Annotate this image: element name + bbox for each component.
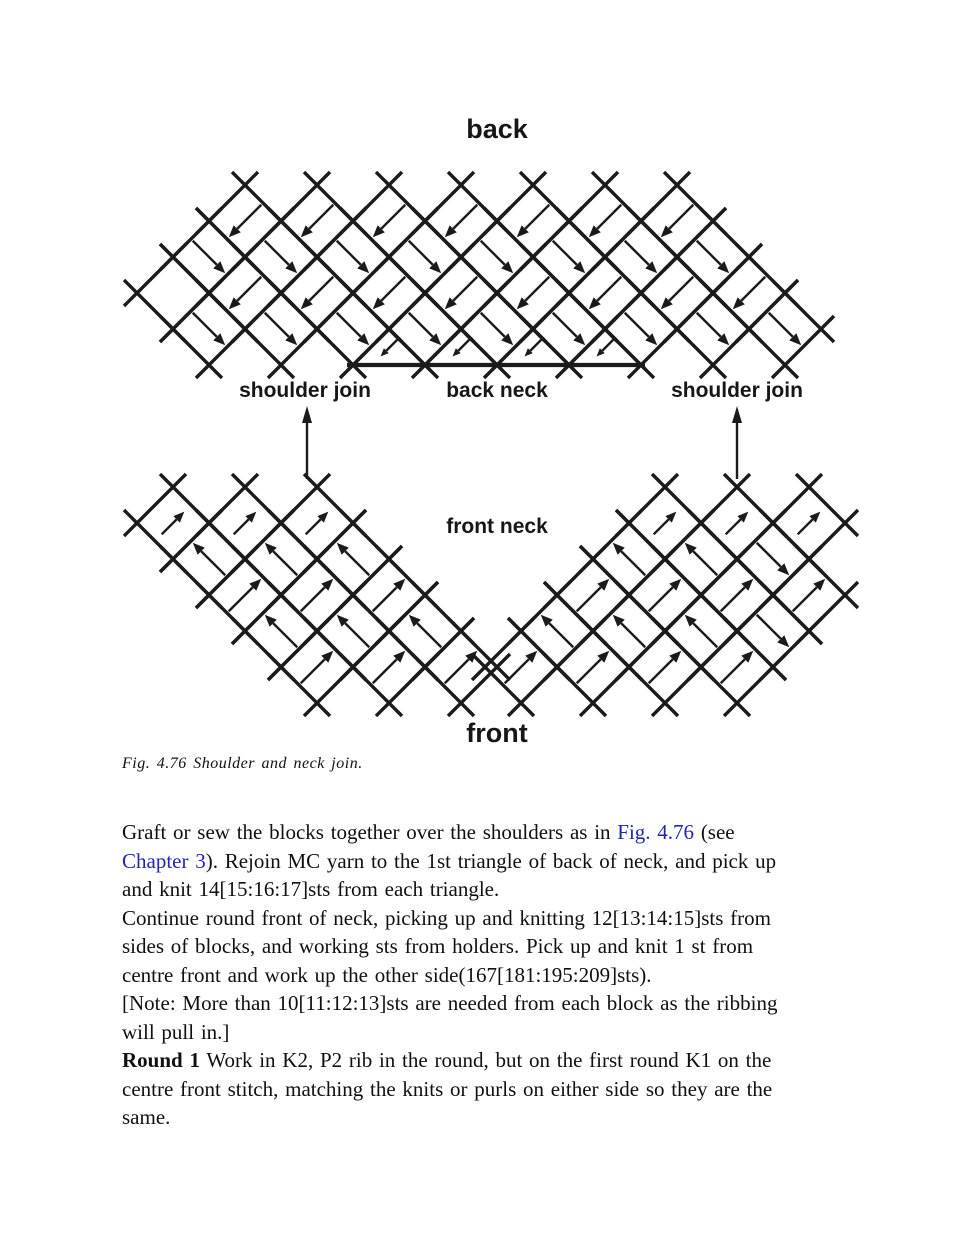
text-run: Graft or sew the blocks together over the shoulders as in <box>122 820 618 844</box>
link-chapter-3[interactable]: Chapter 3 <box>122 848 206 873</box>
link-fig-4-76[interactable]: Fig. 4.76 <box>617 820 695 844</box>
shoulder-join-up-arrows <box>302 406 742 479</box>
text-line <box>122 904 777 933</box>
text-line <box>122 1103 777 1132</box>
text-run: (see <box>694 820 735 844</box>
text-run: same. <box>122 1105 171 1129</box>
text-run: centre front stitch, matching the knits or purls on either side so they are the <box>122 1076 773 1101</box>
body-text <box>122 818 777 1132</box>
text-line <box>122 932 777 961</box>
text-line <box>122 818 777 847</box>
label-shoulder-join-left: shoulder join <box>239 379 371 402</box>
text-line <box>122 961 777 990</box>
text-line <box>122 989 777 1018</box>
front-left-piece-lattice <box>124 474 510 716</box>
bold-run: Round 1 <box>122 1048 200 1072</box>
text-line <box>122 1046 777 1075</box>
text-line <box>122 1018 777 1047</box>
label-front-neck: front neck <box>446 515 548 538</box>
text-run: Continue round front of neck, picking up and knitting 12[13:14:15]sts from <box>122 905 771 930</box>
label-front: front <box>466 718 528 748</box>
text-run: centre front and work up the other side(167[181:195:209]sts). <box>122 962 652 987</box>
text-run: [Note: More than 10[11:12:13]sts are needed from each block as the ribbing <box>122 991 778 1015</box>
text-line <box>122 847 777 876</box>
label-shoulder-join-right: shoulder join <box>671 379 803 402</box>
front-right-piece-lattice <box>472 474 858 716</box>
text-run: will pull in.] <box>122 1019 230 1044</box>
label-back: back <box>466 114 528 144</box>
figure-caption: Fig. 4.76 Shoulder and neck join. <box>122 755 363 772</box>
text-run: sides of blocks, and working sts from holders. Pick up and knit 1 st from <box>122 934 754 958</box>
text-line <box>122 1075 777 1104</box>
back-neck-triangles <box>347 316 646 370</box>
text-line <box>122 875 777 904</box>
text-run: ). Rejoin MC yarn to the 1st triangle of back of neck, and pick up <box>205 848 777 873</box>
text-run: Work in K2, P2 rib in the round, but on the first round K1 on the <box>199 1048 772 1072</box>
text-run: and knit 14[15:16:17]sts from each triangle. <box>122 877 500 901</box>
label-back-neck: back neck <box>446 379 548 402</box>
